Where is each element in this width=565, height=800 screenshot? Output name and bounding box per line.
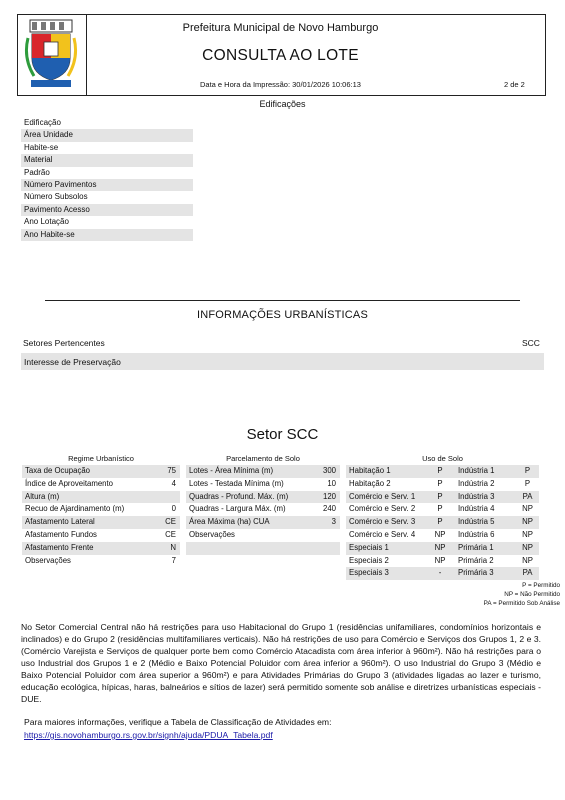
row-value: 120 bbox=[322, 491, 336, 501]
use-label: Indústria 4 bbox=[458, 504, 495, 514]
row-label: Quadras - Profund. Máx. (m) bbox=[189, 491, 289, 501]
row-value bbox=[302, 542, 340, 555]
list-item: Ano Lotação bbox=[24, 217, 69, 227]
row-label bbox=[186, 542, 302, 555]
list-item: Número Pavimentos bbox=[21, 179, 193, 191]
table-row bbox=[346, 542, 539, 555]
use-label: Comércio e Serv. 2 bbox=[349, 504, 416, 514]
use-label: Comércio e Serv. 3 bbox=[349, 517, 416, 527]
use-status: NP bbox=[434, 555, 446, 565]
table-row bbox=[186, 542, 340, 555]
parcelamento-table bbox=[186, 465, 340, 567]
row-label: Recuo de Ajardinamento (m) bbox=[25, 504, 125, 514]
use-status: P bbox=[437, 504, 443, 514]
row-value bbox=[146, 491, 180, 504]
use-status: PA bbox=[522, 491, 533, 501]
list-item: Edificação bbox=[24, 118, 61, 127]
row-value bbox=[302, 555, 340, 568]
uso-solo-title: Uso de Solo bbox=[422, 454, 463, 463]
row-label: Altura (m) bbox=[25, 491, 60, 501]
list-item: Número Subsolos bbox=[24, 192, 88, 202]
row-label: Lotes - Testada Mínima (m) bbox=[189, 478, 284, 488]
row-label: Área Máxima (ha) CUA bbox=[189, 517, 270, 527]
use-label: Indústria 3 bbox=[458, 491, 495, 501]
row-value: 3 bbox=[331, 517, 336, 527]
table-row bbox=[22, 491, 180, 504]
use-status: NP bbox=[522, 542, 533, 552]
legend bbox=[380, 581, 560, 608]
use-status: PA bbox=[522, 568, 533, 578]
use-label: Primária 2 bbox=[458, 555, 494, 565]
table-row bbox=[186, 503, 340, 516]
page-title: CONSULTA AO LOTE bbox=[202, 47, 359, 64]
use-label: Habitação 1 bbox=[349, 466, 391, 475]
parcelamento-title: Parcelamento de Solo bbox=[226, 454, 300, 463]
table-row bbox=[22, 542, 180, 555]
table-row bbox=[22, 529, 180, 542]
use-label: Indústria 6 bbox=[458, 529, 495, 539]
use-label: Especiais 3 bbox=[349, 568, 389, 578]
row-label: Observações bbox=[189, 529, 235, 539]
legend-item: NP = Não Permitido bbox=[504, 591, 560, 598]
table-row bbox=[346, 465, 539, 478]
row-value: 4 bbox=[171, 478, 176, 488]
row-label: Observações bbox=[25, 555, 71, 565]
row-value: 75 bbox=[167, 466, 176, 475]
table-row bbox=[22, 555, 180, 568]
row-value: CE bbox=[165, 517, 176, 527]
org-name: Prefeitura Municipal de Novo Hamburgo bbox=[182, 22, 379, 34]
use-label: Habitação 2 bbox=[349, 478, 391, 488]
table-row bbox=[346, 503, 539, 516]
row-label: Afastamento Frente bbox=[25, 542, 94, 552]
use-label: Especiais 1 bbox=[349, 542, 389, 552]
row-label: Índice de Aproveitamento bbox=[25, 478, 113, 488]
row-label: Afastamento Fundos bbox=[25, 529, 97, 539]
table-row bbox=[22, 503, 180, 516]
row-label: Quadras - Largura Máx. (m) bbox=[189, 504, 286, 514]
row-label: Afastamento Lateral bbox=[25, 517, 95, 527]
section-divider bbox=[45, 300, 520, 301]
use-label: Indústria 1 bbox=[458, 466, 495, 475]
more-info-text: Para maiores informações, verifique a Tabela de Classificação de Atividades em: bbox=[24, 717, 332, 727]
table-row bbox=[186, 465, 340, 478]
list-item: Habite-se bbox=[24, 142, 59, 152]
table-row bbox=[22, 465, 180, 478]
use-label: Comércio e Serv. 1 bbox=[349, 491, 416, 501]
table-row bbox=[346, 529, 539, 542]
list-item: Material bbox=[21, 154, 193, 166]
preservacao-label: Interesse de Preservação bbox=[24, 357, 121, 367]
table-row bbox=[186, 529, 340, 542]
use-status: P bbox=[437, 478, 443, 488]
section-title-edificacoes: Edificações bbox=[259, 99, 306, 109]
legend-item: PA = Permitido Sob Análise bbox=[483, 600, 560, 607]
row-value: N bbox=[170, 542, 176, 552]
table-row bbox=[186, 516, 340, 529]
regime-title: Regime Urbanístico bbox=[68, 454, 134, 463]
use-status: - bbox=[438, 568, 442, 578]
table-row bbox=[186, 555, 340, 568]
use-status: NP bbox=[434, 529, 446, 539]
table-row bbox=[346, 478, 539, 491]
table-row bbox=[22, 478, 180, 491]
use-label: Comércio e Serv. 4 bbox=[349, 529, 416, 539]
row-value: 0 bbox=[171, 504, 176, 514]
activities-table-link[interactable]: https://gis.novohamburgo.rs.gov.br/signh/ajuda/PDUA_Tabela.pdf bbox=[24, 730, 273, 740]
use-status: P bbox=[437, 466, 443, 475]
use-status: P bbox=[437, 491, 443, 501]
edificacoes-list bbox=[21, 117, 193, 241]
legend-item: P = Permitido bbox=[522, 582, 560, 589]
table-row bbox=[346, 567, 539, 580]
table-row bbox=[346, 491, 539, 504]
print-date: Data e Hora da Impressão: 30/01/2026 10:06:13 bbox=[200, 80, 361, 89]
use-label: Indústria 2 bbox=[458, 478, 495, 488]
row-value: 7 bbox=[171, 555, 176, 565]
row-value: CE bbox=[165, 529, 176, 539]
table-row bbox=[186, 478, 340, 491]
city-coat-of-arms-logo bbox=[22, 18, 80, 90]
table-row bbox=[346, 516, 539, 529]
use-label: Primária 3 bbox=[458, 568, 494, 578]
table-row bbox=[346, 555, 539, 568]
use-label: Indústria 5 bbox=[458, 517, 495, 527]
list-item: Ano Habite-se bbox=[21, 229, 193, 241]
section-title-info-urbanisticas: INFORMAÇÕES URBANÍSTICAS bbox=[196, 309, 369, 321]
use-status: P bbox=[437, 517, 443, 527]
use-status: P bbox=[524, 466, 531, 475]
use-status: NP bbox=[434, 542, 446, 552]
setores-label: Setores Pertencentes bbox=[23, 338, 105, 348]
page-number: 2 de 2 bbox=[504, 80, 525, 89]
use-status: NP bbox=[522, 529, 533, 539]
table-row bbox=[22, 516, 180, 529]
row-value: 10 bbox=[327, 478, 336, 488]
use-status: NP bbox=[522, 517, 533, 527]
row-value: 240 bbox=[322, 504, 336, 514]
use-label: Primária 1 bbox=[458, 542, 494, 552]
use-status: P bbox=[524, 478, 531, 488]
row-label bbox=[186, 555, 302, 568]
list-item: Padrão bbox=[24, 167, 50, 177]
use-label: Especiais 2 bbox=[349, 555, 389, 565]
row-value bbox=[302, 529, 340, 542]
row-label: Lotes - Área Mínima (m) bbox=[189, 466, 274, 475]
list-item: Pavimento Acesso bbox=[21, 204, 193, 216]
regime-table bbox=[22, 465, 180, 567]
use-status: NP bbox=[522, 555, 533, 565]
table-row bbox=[186, 491, 340, 504]
setor-title: Setor SCC bbox=[246, 426, 319, 443]
setores-value: SCC bbox=[522, 338, 540, 348]
use-status: NP bbox=[522, 504, 533, 514]
sector-description: No Setor Comercial Central não há restrições para uso Habitacional do Grupo 1 (residências unifamiliares, condomínios horizontais e inclinados) e do Grupo 2 (residências multifamiliares verticais). Não há restrições de uso para Comércio e Serviços dos Grupos 1, 2 e 3. (Comércio Varejista e Serviços de qualquer porte bem como Comércio Atacadista com área inferior à 960m²). Não há restrições para o uso Industrial dos Grupos 1 e 2 (Médio e Baixo Potencial Poluidor com área inferior a 960m²). O uso Industrial do Grupo 3 (Médio e Baixo Potencial Poluidor com área superior a 960m²) e para Atividades Primárias do Grupo 3 (atividades ligadas ao lazer e turismo, educação ecológica, hípicas, haras, balneários e sítios de lazer) será permitido somente sob análise e diretrizes urbanísticas especiais - DUE. bbox=[21, 622, 541, 704]
row-label: Taxa de Ocupação bbox=[25, 466, 91, 475]
row-value: 300 bbox=[322, 466, 336, 475]
list-item: Área Unidade bbox=[21, 129, 193, 141]
uso-solo-table bbox=[346, 465, 539, 580]
